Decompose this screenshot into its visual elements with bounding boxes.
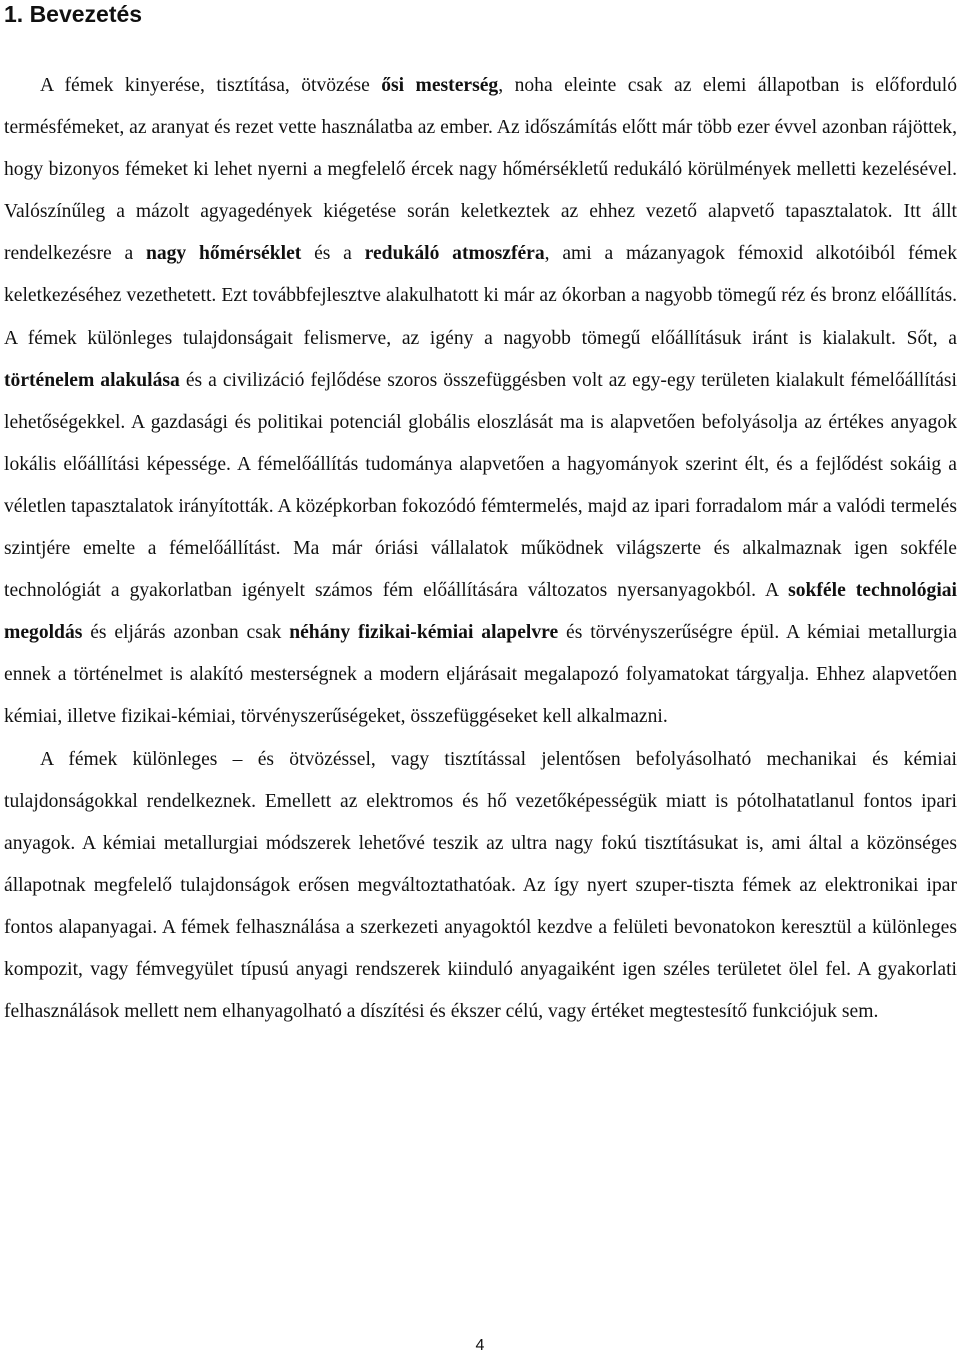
bold-phrase: sokféle technológiai megoldás xyxy=(4,580,958,644)
bold-phrase: redukáló atmoszféra xyxy=(364,243,545,265)
bold-phrase: történelem alakulása xyxy=(4,369,180,391)
bold-phrase: ősi mesterség xyxy=(381,75,499,96)
body-text xyxy=(4,65,957,1033)
section-heading: 1. Bevezetés xyxy=(4,1,143,27)
paragraph-2 xyxy=(4,739,957,1034)
paragraph-1 xyxy=(4,65,957,739)
text-run: és a civilizáció fejlődése szoros összefüggésben volt az egy-egy területen kialakult fémelőállítási lehetőségekkel. A gazdasági és politikai potenciál globális eloszlását ma is alapvetően befolyásolja az értékes anyagok lokális előállítási képessége. A fémelőállítás tudománya alapvetően a hagyományok szerint élt, és a fejlődést sokáig a véletlen tapasztalatok irányították. A középkorban fokozódó fémtermelés, majd az ipari forradalom már a valódi termelés szintjére emelte a fémelőállítást. Ma már óriási vállalatok működnek világszerte és alkalmaznak igen sokféle technológiát a gyakorlatban igényelt számos fém előállítására változatos nyersanyagokból. A xyxy=(4,369,957,602)
text-run: , noha eleinte csak az elemi állapotban is előforduló termésfémeket, az aranyat és rezet vette használatba az ember. Az időszámítás előtt már több ezer évvel azonban rájöttek, hogy bizonyos fémeket ki lehet nyerni a megfelelő ércek nagy hőmérsékletű redukáló körülmények melletti kezelésével. Valószínűleg a mázolt agyagedények kiégetése során keletkeztek az ehhez vezető alapvető tapasztalatok. Itt állt rendelkezésre a xyxy=(4,75,958,265)
text-run: , ami a mázanyagok fémoxid alkotóiból fémek keletkezéséhez vezethetett. Ezt továbbfejlesztve alakulhatott ki már az ókorban a nagyobb tömegű réz és bronz előállítás. A fémek különleges tulajdonságait felismerve, az igény a nagyobb tömegű előállításuk iránt is kialakult. Sőt, a xyxy=(4,243,958,349)
text-run: és a xyxy=(301,243,365,265)
page-number: 4 xyxy=(475,1337,485,1354)
text-run: és törvényszerűségre épül. A kémiai metallurgia ennek a történelmet is alakító mesterségnek a modern eljárásait megalapozó folyamatokat tárgyalja. Ehhez alapvetően kémiai, illetve fizikai-kémiai, törvényszerűségeket, összefüggéseket kell alkalmazni. xyxy=(4,622,957,728)
text-run: és eljárás azonban csak xyxy=(82,622,290,644)
text-run: A fémek különleges – és ötvözéssel, vagy tisztítással jelentősen befolyásolható mechanikai és kémiai tulajdonságokkal rendelkeznek. Emellett az elektromos és hő vezetőképességük miatt is pótolhatatlanul fontos ipari anyagok. A kémiai metallurgiai módszerek lehetővé teszik az ultra nagy fokú tisztításukat is, ami által a közönséges állapotnak megfelelő tulajdonságok erősen megváltoztathatóak. Az így nyert szuper-tiszta fémek az elektronikai ipar fontos alapanyagai. A fémek felhasználása a szerkezeti anyagoktól kezdve a felületi bevonatokon keresztül a különleges kompozit, vagy fémvegyület típusú anyagi rendszerek kiinduló anyagaiként igen széles területet ölel fel. A gyakorlati felhasználások mellett nem elhanyagolható a díszítési és ékszer célú, vagy értéket megtestesítő funkciójuk sem. xyxy=(4,748,957,1023)
bold-phrase: néhány fizikai-kémiai alapelvre xyxy=(289,622,559,644)
text-run: A fémek kinyerése, tisztítása, ötvözése xyxy=(40,75,382,96)
bold-phrase: nagy hőmérséklet xyxy=(145,243,302,265)
